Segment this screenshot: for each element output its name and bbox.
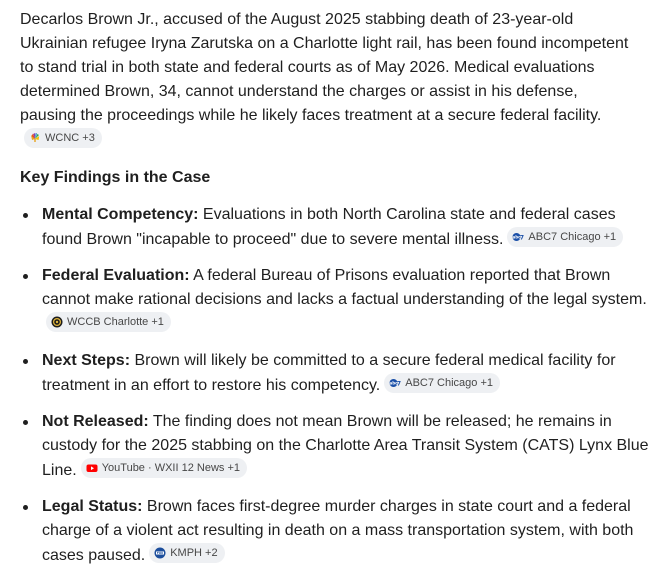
source-chip-label: WCNC +3 — [45, 132, 95, 144]
bullet-icon — [23, 505, 28, 510]
source-chip[interactable] — [384, 373, 500, 393]
source-chip-label: WCCB Charlotte +1 — [67, 316, 164, 328]
finding-item — [20, 495, 652, 568]
finding-text: The finding does not mean Brown will be released; he remains in custody for the 2025 stabbing on the Charlotte Area Transit System (CATS) Lynx Blue Line. — [42, 413, 649, 479]
bullet-icon — [23, 420, 28, 425]
source-chip-label: ABC7 Chicago +1 — [405, 377, 493, 389]
source-chip[interactable] — [24, 128, 102, 148]
finding-title: Mental Competency: — [42, 206, 199, 223]
source-chip-label: YouTube · WXII 12 News +1 — [101, 462, 240, 474]
svg-text:abc: abc — [389, 380, 398, 386]
svg-text:7: 7 — [520, 234, 525, 242]
bullet-icon — [23, 213, 28, 218]
abc7-icon — [389, 377, 401, 389]
finding-text: Evaluations in both North Carolina state and federal cases found Brown "incapable to proceed" due to severe mental illness. — [42, 206, 616, 248]
section-heading: Key Findings in the Case — [20, 169, 211, 186]
findings-list — [20, 203, 652, 568]
svg-text:abc: abc — [512, 234, 521, 240]
finding-text: Brown will likely be committed to a secure federal medical facility for treatment in an effort to restore his competency. — [42, 352, 616, 394]
abc7-icon — [512, 231, 524, 243]
intro-paragraph — [20, 8, 632, 153]
source-chip-label: ABC7 Chicago +1 — [528, 231, 617, 243]
finding-text: Brown faces first-degree murder charges in state court and a federal charge of a violent act resulting in death on a mass transportation system, with both cases paused. — [42, 498, 634, 564]
wccb-icon — [51, 316, 63, 328]
finding-title: Legal Status: — [42, 498, 143, 515]
bullet-icon — [23, 274, 28, 279]
finding-item — [20, 349, 652, 398]
finding-title: Next Steps: — [42, 352, 131, 369]
nbc-peacock-icon — [29, 132, 41, 144]
intro-text: Decarlos Brown Jr., accused of the August 2025 stabbing death of 23-year-old Ukrainian refugee Iryna Zarutska on a Charlotte light rail, has been found incompetent to stand trial in both state and federal courts as of May 2026. Medical evaluations determined Brown, 34, cannot understand the charges or assist in his defense, pausing the proceedings while he likely faces treatment at a secure federal facility. — [20, 11, 629, 124]
source-chip[interactable] — [46, 312, 171, 332]
source-chip-label: KMPH +2 — [170, 547, 218, 559]
source-chip[interactable] — [507, 227, 623, 247]
finding-item — [20, 410, 652, 483]
finding-text: A federal Bureau of Prisons evaluation reported that Brown cannot make rational decisions and lacks a factual understanding of the legal system. — [42, 267, 647, 308]
finding-title: Federal Evaluation: — [42, 267, 190, 284]
finding-item — [20, 264, 652, 337]
youtube-icon — [86, 462, 98, 474]
svg-text:FOX: FOX — [157, 551, 164, 556]
source-chip[interactable] — [149, 543, 224, 563]
bullet-icon — [23, 359, 28, 364]
finding-item — [20, 203, 652, 252]
svg-text:7: 7 — [397, 380, 402, 388]
fox-icon — [154, 547, 166, 559]
finding-title: Not Released: — [42, 413, 149, 430]
source-chip[interactable] — [81, 458, 247, 478]
